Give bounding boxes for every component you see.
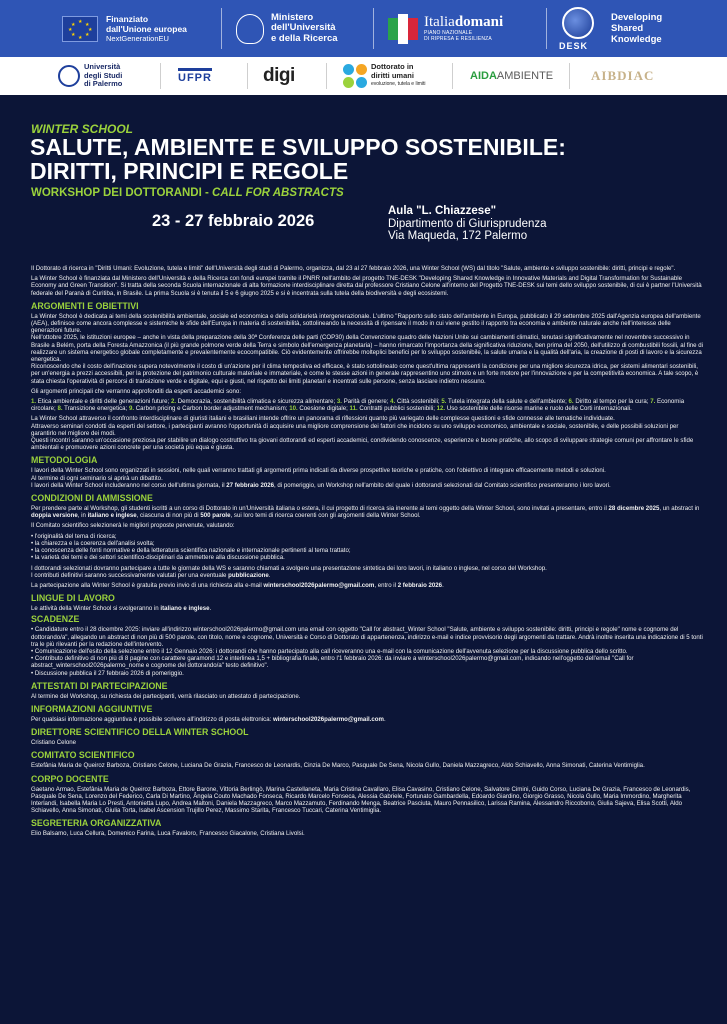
metodologia-p1: I lavori della Winter School sono organizzati in sessioni, nelle quali verranno trattati gli argomenti prima indicati da diverse prospettive teoriche e pratiche, con l'obiettivo di integrare efficacemente metodi e soluzioni. (31, 467, 606, 475)
section-heading-condizioni: CONDIZIONI DI AMMISSIONE (31, 493, 153, 504)
italiadomani-b: domani (454, 14, 504, 30)
condizioni-p5: La partecipazione alla Winter School è gratuita previo invio di una richiesta alla e-mail winterschool2026palermo@gmail.com, entro il 2 febbraio 2026. (31, 581, 444, 589)
eu-line1: Finanziato (106, 13, 149, 24)
aida-a: AIDA (470, 70, 497, 82)
aida-b: AMBIENTE (496, 70, 554, 82)
subtitle-a: WORKSHOP DEI DOTTORANDI - (31, 187, 213, 199)
subtitle-b: CALL FOR ABSTRACTS (212, 187, 344, 199)
divider (546, 8, 547, 49)
topic: Tutela integrata della salute e dell'ambiente; (448, 398, 567, 406)
venue-line3: Via Maqueda, 172 Palermo (388, 230, 528, 242)
argomenti-p1: La Winter School è dedicata ai temi della sostenibilità ambientale, sociale ed economica e della solidarietà intergenerazionale. L'ultimo "Rapporto sullo stato dell'ambiente in Europa, pubblicato il 29 settembre 2025 dall'Agenzia europea dell'ambiente (AEA), definisce come ancora complesse e sistemiche le sfide dell'Europa in materia di sostenibilità, sottolineando la necessità di ripensare il modo in cui viene gestito il rapporto tra economia e ambiente naturale anche nell'interesse delle generazioni future. (31, 312, 701, 335)
comitato-names: Estefânia Maria de Queiroz Barboza, Cristiano Celone, Luciana De Grazia, Francesco de Leonardis, Cinzia De Marco, Pasquale De Sena, Nicola Gullo, Daniela Mazzagreco, Aldo Schiavello, Anna Simonati, Caterina Ventimiglia. (31, 762, 645, 770)
section-heading-lingue: LINGUE DI LAVORO (31, 593, 115, 604)
italy-flag-icon (388, 14, 418, 44)
divider (326, 63, 327, 89)
scadenze-item: • Contributo definitivo di non più di 8 pagine con carattere garamond 12 e interlinea 1,5 + bibliografia finale, entro l'1 febbraio 2026: da inviare a winterschool2026palermo@gmail.com, indicando nell'oggetto dell'email "Call for abstract_winterschool2026palermo_nome e cognome del dottorando/a" testo definitivo". (31, 655, 634, 670)
condizioni-p3: I dottorandi selezionati dovranno partecipare a tutte le giornate della WS e saranno chiamati a svolgere una presentazione sintetica dei loro lavori, in italiano o inglese, nel corso del Workshop. (31, 564, 547, 572)
topic: Etica ambientale e diritti delle generazioni future; (37, 398, 170, 406)
ddu-line1: Dottorato in (371, 62, 414, 72)
topic: Contratti pubblici sostenibili; (359, 405, 435, 413)
divider (247, 63, 248, 89)
section-heading-comitato: COMITATO SCIENTIFICO (31, 750, 135, 761)
scadenze-item: • Discussione pubblica il 27 febbraio 2026 di pomeriggio. (31, 669, 184, 677)
unipa-line1: Università (84, 62, 121, 72)
criteria-item: • la varietà dei temi e dei settori scientifico-disciplinari da ammettere alla discussione pubblica. (31, 554, 285, 562)
digi-text: digi (263, 65, 295, 86)
event-dates: 23 - 27 febbraio 2026 (152, 212, 315, 230)
corpo-names: Gaetano Armao, Estefânia Maria de Queiroz Barboza, Ettore Barone, Vittoria Berlingò, Marina Castellaneta, Maria Cristina Cavallaro, Elisa Cavasino, Cristiano Celone, Salvatore Cimini, Guido Corso, Luciana De Grazia, Francesco de Leonardis, Pasquale De Sena, Lorenzo del Federico, Carla Di Martino, Ângela Couto Machado Fonseca, Ricardo Marcelo Fonseca, Alessia Gabriele, Fortunato Gambardella, Edoardo Giardino, Giorgio Grasso, Nicola Gullo, Maria Immordino, Margherita Interlandi, Isabella Maria Lo Presti, Antonietta Lupo, Andrea Maltoni, Daniela Mazzagreco, Marco Mazzamuto, Ferdinando Menga, Beatrice Pasciuta, Mauro Pennasilico, Larissa Ramina, Alessandro Riccobono, Giulia Sajeva, Elisa Scotti, Aldo Schiavello, Anna Simonati, Giulia Torta, Isabel Ascension Trujillo Perez, Massimo Starita, Francesco Tuccari, Caterina Ventimiglia. (31, 785, 691, 815)
partners-bar (0, 57, 727, 95)
eu-line3: NextGenerationEU (106, 33, 169, 43)
topic: Transizione energetica; (64, 405, 128, 413)
italiadomani-a: Italia (424, 14, 455, 30)
eu-flag-icon: ★ ★ ★ ★ ★ ★ ★ ★ (62, 16, 98, 42)
section-heading-direttore: DIRETTORE SCIENTIFICO DELLA WINTER SCHOOL (31, 727, 249, 738)
topic: Uso sostenibile delle risorse marine e ruolo delle Corti internazionali. (446, 405, 632, 413)
section-heading-informazioni: INFORMAZIONI AGGIUNTIVE (31, 703, 153, 714)
metodologia-p3: I lavori della Winter School includeranno nel corso dell'ultima giornata, il 27 febbraio 2026, di pomeriggio, un Workshop nell'ambito del quale i dottorandi selezionati dal Comitato scientifico presenteranno i loro lavori. (31, 481, 611, 489)
section-heading-attestati: ATTESTATI DI PARTECIPAZIONE (31, 680, 168, 691)
topic: Economia circolare; (31, 398, 685, 413)
aibdiac-logo (591, 57, 654, 95)
italiadomani-logo (388, 0, 503, 57)
argomenti-p6: Attraverso seminari condotti da esperti del settore, i partecipanti avranno l'opportunità di acquisire una migliore comprensione dei fattori che incidono su uno sviluppo economico, ambientale e sociale, sostenibile, e delle possibili soluzioni per garantirlo nel migliore dei modi. (31, 422, 679, 437)
divider (452, 63, 453, 89)
unipa-line2: degli Studi (84, 70, 123, 80)
info-email-link[interactable]: winterschool2026palermo@gmail.com (273, 715, 384, 723)
unipa-line3: di Palermo (84, 79, 123, 89)
eu-line2: dall'Unione europea (106, 23, 187, 34)
topic: Coesione digitale; (299, 405, 348, 413)
condizioni-p4: I contributi definitivi saranno successivamente valutati per una eventuale pubblicazione. (31, 571, 271, 579)
desk-text1: Developing (611, 12, 663, 23)
argomenti-p4: Gli argomenti principali che verranno approfonditi da esperti accademici sono: (31, 387, 242, 395)
argomenti-p5: La Winter School attraverso il confronto interdisciplinare di giuristi italiani e brasiliani intende offrire un panorama di riflessioni quanto più variegato delle complesse questioni e sfide connesse alle tematiche individuate. (31, 415, 615, 423)
ddu-logo (343, 57, 425, 95)
divider (569, 63, 570, 89)
contact-email-link[interactable]: winterschool2026palermo@gmail.com (263, 581, 375, 589)
topic: Diritto al tempo per la cura; (575, 398, 649, 406)
title-line2: DIRITTI, PRINCIPI E REGOLE (30, 158, 349, 184)
digi-logo (263, 57, 295, 95)
direttore-name: Cristiano Celone (31, 739, 77, 747)
divider (221, 8, 222, 49)
section-heading-segreteria: SEGRETERIA ORGANIZZATIVA (31, 818, 162, 829)
ddu-mark-icon (343, 64, 367, 88)
mur-line2: dell'Università (271, 22, 336, 34)
italiadomani-sub1: PIANO NAZIONALE (424, 30, 473, 36)
metodologia-p2: Al termine di ogni seminario si aprirà un dibattito. (31, 474, 163, 482)
venue-line2: Dipartimento di Giurisprudenza (388, 217, 547, 230)
section-heading-scadenze: SCADENZE (31, 614, 80, 625)
condizioni-p1: Per prendere parte al Workshop, gli studenti iscritti a un corso di Dottorato in un'Università italiana o estera, il cui progetto di ricerca sia inerente ai temi oggetto della Winter School, sono invitati a presentare, entro il 28 dicembre 2025, un abstract in doppia versione, in italiano e inglese, ciascuna di non più di 500 parole, sui loro temi di ricerca coerenti con gli argomenti della Winter School. (31, 505, 700, 520)
section-heading-metodologia: METODOLOGIA (31, 455, 98, 466)
topic: Democrazia, sostenibilità climatica e sicurezza alimentare; (177, 398, 336, 406)
italiadomani-sub2: DI RIPRESA E RESILIENZA (424, 36, 492, 42)
desk-text3: Knowledge (611, 34, 662, 45)
topic: Parità di genere; (343, 398, 389, 406)
criteria-item: • la conoscenza delle fonti normative e della letteratura scientifica nazionale e internazionale pertinenti al tema trattato; (31, 547, 351, 555)
republic-emblem-icon (236, 14, 264, 44)
title-line1: SALUTE, AMBIENTE E SVILUPPO SOSTENIBILE: (30, 134, 566, 160)
eu-logo (62, 0, 187, 57)
unipa-logo (58, 57, 122, 95)
ufpr-text: UFPR (178, 68, 212, 84)
criteria-item: • l'originalità del tema di ricerca; (31, 532, 117, 540)
condizioni-p2: Il Comitato scientifico selezionerà le migliori proposte pervenute, valutando: (31, 522, 235, 530)
desk-text2: Shared (611, 23, 644, 34)
section-heading-argomenti: ARGOMENTI E OBIETTIVI (31, 300, 139, 311)
argomenti-p3: Riconoscendo che il costo dell'inazione supera notevolmente il costo di un'azione per il clima tempestiva ed efficace, è stato sottolineato come quest'ultima rappresenti la condizione per una migliore sicurezza idrica, per sistemi alimentari sostenibili, per un'energia a prezzi accessibili, per la protezione del patrimonio culturale materiale e immateriale, e come le stesse azioni in generale rappresentino uno stimolo e un forte motore per l'innovazione e per la competitività economica. A tale scopo, è stata chiesta l'operatività di percorsi di transizione verde e digitale, equi e giusti, nel rispetto dei limiti planetari e incentrati sulle persone, senza lasciare indietro nessuno. (31, 363, 699, 385)
criteria-item: • la chiarezza e la coerenza dell'analisi svolta; (31, 539, 155, 547)
ddu-line3: evoluzione, tutela e limiti (371, 81, 426, 88)
intro-p1: Il Dottorato di ricerca in "Diritti Umani: Evoluzione, tutela e limiti" dell'Università degli studi di Palermo, organizza, dal 23 al 27 febbraio 2026, una Winter School (WS) dal titolo "Salute, ambiente e sviluppo sostenibile: diritti, principi e regole". (31, 265, 676, 272)
mur-line3: e della Ricerca (271, 32, 338, 44)
topic: Città sostenibili; (396, 398, 440, 406)
globe-icon (562, 7, 594, 39)
aibdiac-text: AIBDIAC (591, 68, 655, 83)
attestati-p1: Al termine del Workshop, su richiesta dei partecipanti, verrà rilasciato un attestato di partecipazione. (31, 692, 301, 700)
divider (160, 63, 161, 89)
unipa-seal-icon (58, 65, 80, 87)
informazioni-p1: Per qualsiasi informazione aggiuntiva è possibile scrivere all'indirizzo di posta elettronica: winterschool2026palermo@gmail.com. (31, 715, 386, 723)
lingue-p1: Le attività della Winter School si svolgeranno in italiano e inglese. (31, 605, 212, 613)
ddu-line2: diritti umani (371, 70, 414, 80)
divider (373, 8, 374, 49)
segreteria-names: Elio Balsamo, Luca Cellura, Domenico Farina, Luca Favaloro, Francesco Giacalone, Cristiana Livolsi. (31, 830, 305, 838)
section-heading-corpo: CORPO DOCENTE (31, 773, 109, 784)
argomenti-p2: Nell'ottobre 2025, le istituzioni europee – anche in vista della preparazione della 30ª Conferenza delle parti (COP30) della Convenzione quadro delle Nazioni Unite sui cambiamenti climatici, tenutasi significativamente nel novembre successivo in Brasile a Belém, porta della Foresta Amazzonica (il più grande polmone verde della Terra e simbolo dell'emergenza planetaria) – hanno rimarcato l'importanza della significativa riduzione, ben prima del 2050, dell'utilizzo di combustibili fossili, al fine di realizzare un sistema energetico globale completamente e prevalentemente ecocompatibile. Ciò evidentemente offrirebbe molteplici benefici per lo sviluppo sostenibile, la salute umana e la qualità dell'aria, la creazione di posti di lavoro e la sicurezza energetica. (31, 334, 704, 364)
scadenze-item: • Comunicazione dell'esito della selezione entro il 12 Gennaio 2026: i dottorandi che hanno partecipato alla call riceveranno una e-mail con la comunicazione dell'avvenuta selezione per la discussione pubblica dello scritto. (31, 647, 628, 655)
venue (388, 205, 547, 243)
venue-line1: Aula "L. Chiazzese" (388, 205, 497, 217)
aida-logo (470, 57, 553, 95)
winter-school-label: WINTER SCHOOL (31, 122, 133, 136)
main-content (31, 265, 703, 838)
topic: Carbon pricing e Carbon border adjustment mechanism; (135, 405, 288, 413)
mur-line1: Ministero (271, 11, 314, 23)
page-title (30, 135, 710, 183)
desk-label: DESK (559, 41, 589, 51)
intro-p2: La Winter School è finanziata dal Ministero dell'Università e della Ricerca con fondi europei tramite il PNRR nell'ambito del progetto TNE-DESK "Developing Shared Knowledge in Innovative Materials and Digital Transformation for Sustainable Economy and Green Transition". Si tratta della seconda Scuola internazionale di alta formazione interdisciplinare diretta dal professore Cristiano Celone all'interno del Progetto TNE-DESK sui temi dello sviluppo sostenibile, di cui è partner l'Università federale del Paranà di Curitiba, in Brasile. La prima Scuola si è tenuta il 5 e 6 giugno 2025 e si è incentrata sulla tutela della biodiversità e degli ecosistemi. (31, 275, 702, 297)
subtitle (31, 187, 344, 199)
argomenti-p7: Questi incontri saranno un'occasione preziosa per stabilire un dialogo costruttivo tra giovani dottorandi ed esperti accademici, condividendo conoscenze, esperienze e buone pratiche, allo scopo di sviluppare strategie comuni per affrontare le sfide ambientali e promuovere azioni concrete per una società più equa e giusta. (31, 437, 694, 452)
ufpr-logo (178, 57, 212, 95)
funders-bar (0, 0, 727, 57)
topics-list: 1. Etica ambientale e diritti delle generazioni future; 2. Democrazia, sostenibilità climatica e sicurezza alimentare; 3. Parità di genere; 4. Città sostenibili; 5. Tutela integrata della salute e dell'ambiente; 6. Diritto al tempo per la cura; 7. Economia circolare; 8. Transizione energetica; 9. Carbon pricing e Carbon border adjustment mechanism; 10. Coesione digitale; 11. Contratti pubblici sostenibili; 12. Uso sostenibile delle risorse marine e ruolo delle Corti internazionali. (31, 398, 685, 413)
scadenze-item: • Candidature entro il 28 dicembre 2025: inviare all'indirizzo winterschool2026palermo@gmail.com una email con oggetto "Call for abstract_Winter School "Salute, ambiente e sviluppo sostenibile: diritti, principi e regole" nome e cognome del dottorando/a", allegando un abstract di non più di 500 parole, con titolo, nome e cognome, Università e Corso di Dottorato di appartenenza, indirizzo e-mail e indice provvisorio degli argomenti da trattare. Andrà inoltre inserita una indicazione di 5 tonti tra le più rilevanti per la redazione dell'intervento. (31, 626, 703, 648)
mur-logo (236, 0, 338, 57)
